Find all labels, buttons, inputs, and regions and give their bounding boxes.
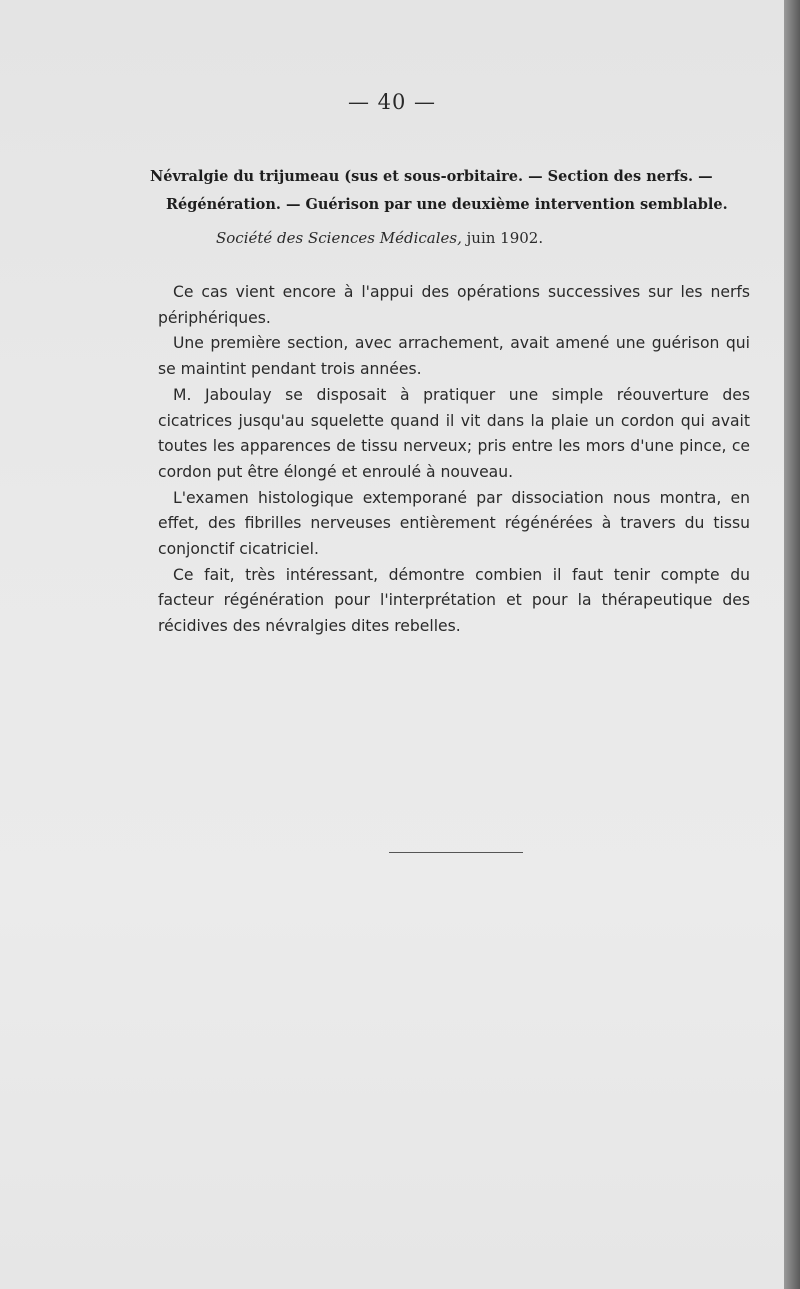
heading-line-2: Régénération. — Guérison par une deuxième intervention semblable. xyxy=(166,196,728,213)
source-society: Société des Sciences Médicales, xyxy=(216,229,462,247)
page-number: — 40 — xyxy=(347,90,437,114)
case-heading xyxy=(150,163,750,219)
paragraph: Ce cas vient encore à l'appui des opérations successives sur les nerfs périphériques. xyxy=(158,283,750,327)
paragraph: Une première section, avec arrachement, avait amené une guérison qui se maintint pendant trois années. xyxy=(158,334,750,379)
paragraph: L'examen histologique extemporané par dissociation nous montra, en effet, des fibrilles nerveuses entièrement régénérées à travers du tissu conjonctif cicatriciel. xyxy=(158,488,750,559)
paragraph: M. Jaboulay se disposait à pratiquer une simple réouverture des cicatrices jusqu'au squelette quand il vit dans la plaie un cordon qui avait toutes les apparences de tissu nerveux; pris entre les mors d'une pince, ce cordon put être élongé et enroulé à nouveau. xyxy=(158,385,750,481)
section-divider xyxy=(389,852,523,853)
body-text xyxy=(158,280,750,640)
heading-line-1: Névralgie du trijumeau (sus et sous-orbitaire. — Section des nerfs. — xyxy=(150,168,713,185)
source-date: juin 1902. xyxy=(461,229,544,247)
page-edge-shadow xyxy=(784,0,800,1289)
paragraph: Ce fait, très intéressant, démontre combien il faut tenir compte du facteur régénération pour l'interprétation et pour la thérapeutique des récidives des névralgies dites rebelles. xyxy=(158,565,750,636)
source-citation xyxy=(216,229,543,247)
